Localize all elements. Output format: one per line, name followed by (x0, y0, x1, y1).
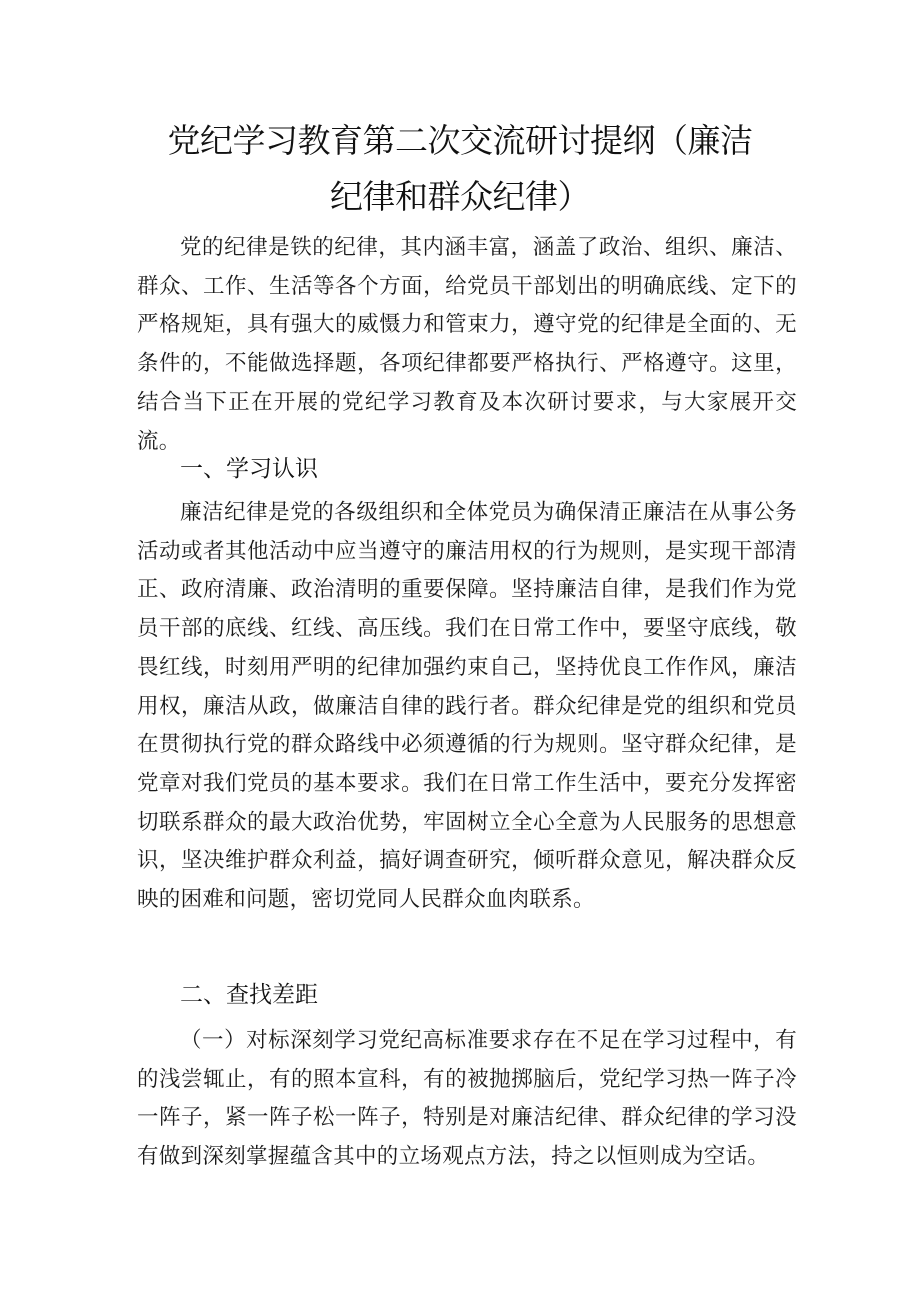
document-title-line-1: 党纪学习教育第二次交流研讨提纲（廉洁 (167, 121, 753, 160)
document-title-line-2: 纪律和群众纪律） (330, 177, 590, 216)
section-body-study: 廉洁纪律是党的各级组织和全体党员为确保清正廉洁在从事公务活动或者其他活动中应当遵守的廉洁用权的行为规则，是实现干部清正、政府清廉、政治清明的重要保障。坚持廉洁自律，是我们作为党员干部的底线、红线、高压线。我们在日常工作中，要坚守底线，敬畏红线，时刻用严明的纪律加强约束自己，坚持优良工作作风，廉洁用权，廉洁从政，做廉洁自律的践行者。群众纪律是党的组织和党员在贯彻执行党的群众路线中必须遵循的行为规则。坚守群众纪律，是党章对我们党员的基本要求。我们在日常工作生活中，要充分发挥密切联系群众的最大政治优势，牢固树立全心全意为人民服务的思想意识，坚决维护群众利益，搞好调查研究，倾听群众意见，解决群众反映的困难和问题，密切党同人民群众血肉联系。 (137, 500, 797, 913)
section-heading-gaps: 二、查找差距 (180, 982, 318, 1008)
section-heading-study: 一、学习认识 (180, 456, 318, 482)
intro-paragraph: 党的纪律是铁的纪律，其内涵丰富，涵盖了政治、组织、廉洁、群众、工作、生活等各个方面，给党员干部划出的明确底线、定下的严格规矩，具有强大的威慑力和管束力，遵守党的纪律是全面的、无条件的，不能做选择题，各项纪律都要严格执行、严格遵守。这里，结合当下正在开展的党纪学习教育及本次研讨要求，与大家展开交流。 (137, 235, 797, 454)
section-body-gaps: （一）对标深刻学习党纪高标准要求存在不足在学习过程中，有的浅尝辄止，有的照本宣科，有的被抛掷脑后，党纪学习热一阵子冷一阵子，紧一阵子松一阵子，特别是对廉洁纪律、群众纪律的学习没有做到深刻掌握蕴含其中的立场观点方法，持之以恒则成为空话。 (137, 1028, 797, 1170)
